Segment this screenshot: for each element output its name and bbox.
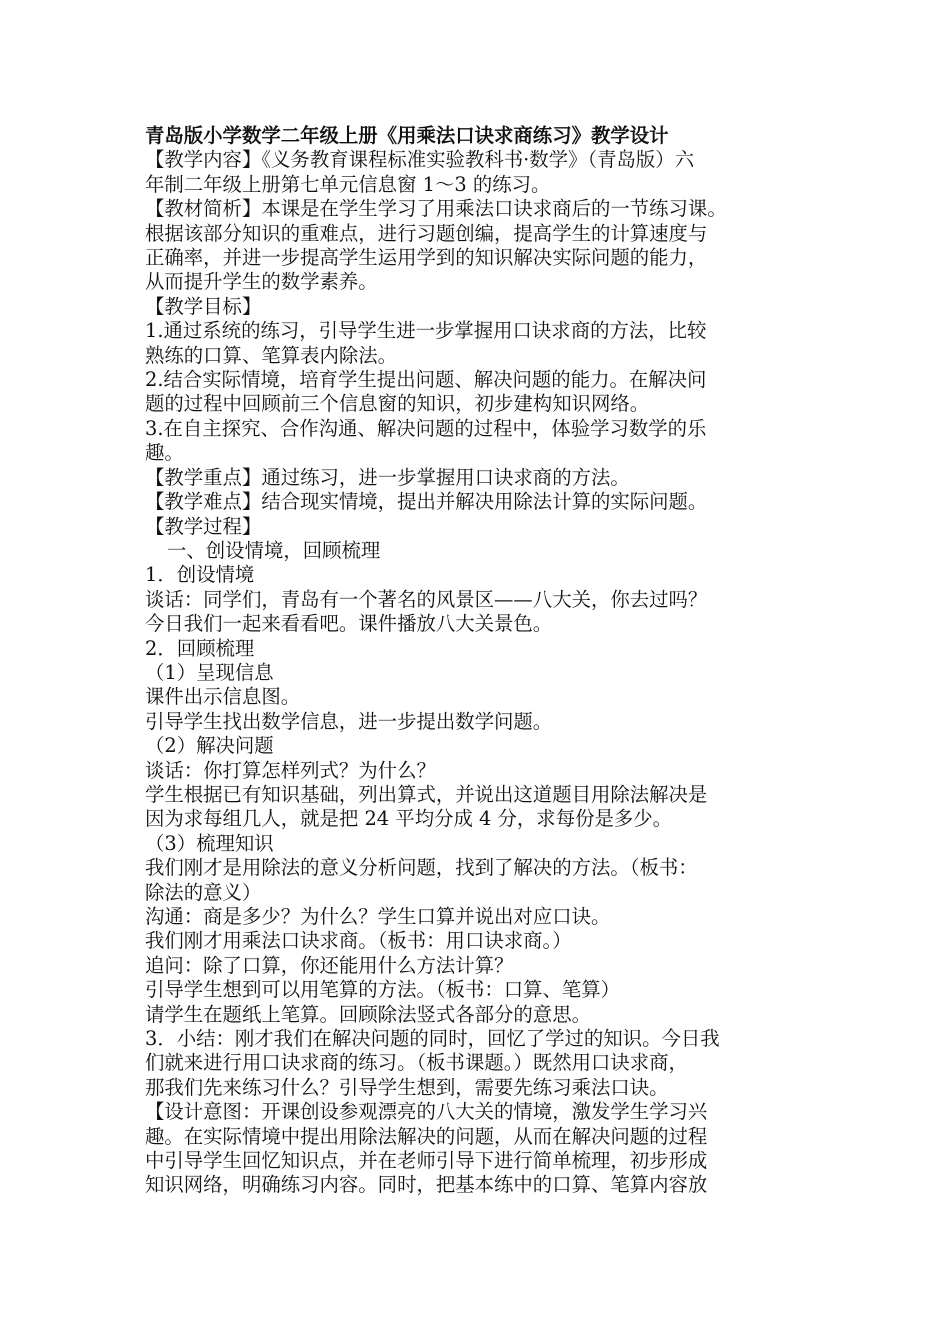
- text-line-key-point: 【教学重点】通过练习，进一步掌握用口诀求商的方法。: [145, 465, 630, 489]
- text-line-sub-2: （2）解决问题: [145, 734, 274, 758]
- text-line-summary-3: 那我们先来练习什么？引导学生想到，需要先练习乘法口诀。: [145, 1075, 669, 1099]
- text-line-analysis-4: 从而提升学生的数学素养。: [145, 270, 378, 294]
- text-line-body-2: 引导学生找出数学信息，进一步提出数学问题。: [145, 709, 553, 733]
- text-line-goal-3b: 趣。: [145, 441, 184, 465]
- text-line-body-4: 学生根据已有知识基础，列出算式，并说出这道题目用除法解决是: [145, 782, 708, 806]
- document-page: [145, 124, 825, 1198]
- text-line-step-2: 2．回顾梳理: [145, 636, 255, 660]
- text-line-body-3: 谈话：你打算怎样列式？为什么？: [145, 758, 436, 782]
- text-line-talk-1: 谈话：同学们，青岛有一个著名的风景区——八大关，你去过吗？: [145, 587, 708, 611]
- text-line-goal-3a: 3.在自主探究、合作沟通、解决问题的过程中，体验学习数学的乐: [145, 416, 707, 440]
- text-line-content-2: 年制二年级上册第七单元信息窗 1～3 的练习。: [145, 172, 551, 196]
- text-line-goal-1b: 熟练的口算、笔算表内除法。: [145, 343, 398, 367]
- document-title: 青岛版小学数学二年级上册《用乘法口诀求商练习》教学设计: [145, 124, 669, 147]
- text-line-body-5: 因为求每组几人，就是把 24 平均分成 4 分，求每份是多少。: [145, 807, 673, 831]
- text-line-body-7: 除法的意义）: [145, 880, 262, 904]
- text-line-intent-2: 趣。在实际情境中提出用除法解决的问题，从而在解决问题的过程: [145, 1124, 708, 1148]
- text-line-body-6: 我们刚才是用除法的意义分析问题，找到了解决的方法。（板书：: [145, 856, 698, 880]
- text-line-goal-2b: 题的过程中回顾前三个信息窗的知识，初步建构知识网络。: [145, 392, 650, 416]
- text-line-talk-2: 今日我们一起来看看吧。课件播放八大关景色。: [145, 612, 553, 636]
- subsection-heading-1: 一、创设情境，回顾梳理: [167, 538, 381, 562]
- text-line-summary-1: 3．小结：刚才我们在解决问题的同时，回忆了学过的知识。今日我: [145, 1027, 720, 1051]
- text-line-intent-4: 知识网络，明确练习内容。同时，把基本练中的口算、笔算内容放: [145, 1173, 708, 1197]
- text-line-body-9: 我们刚才用乘法口诀求商。（板书：用口诀求商。）: [145, 929, 572, 953]
- section-heading-goals: 【教学目标】: [145, 294, 262, 318]
- text-line-sub-1: （1）呈现信息: [145, 660, 274, 684]
- text-line-step-1: 1．创设情境: [145, 563, 255, 587]
- text-line-intent-3: 中引导学生回忆知识点，并在老师引导下进行简单梳理，初步形成: [145, 1149, 708, 1173]
- text-line-body-11: 引导学生想到可以用笔算的方法。（板书：口算、笔算）: [145, 978, 621, 1002]
- text-line-summary-2: 们就来进行用口诀求商的练习。（板书课题。）既然用口诀求商，: [145, 1051, 688, 1075]
- text-line-content-1: 【教学内容】《义务教育课程标准实验教科书·数学》（青岛版）六: [145, 148, 695, 172]
- text-line-goal-2a: 2.结合实际情境，培育学生提出问题、解决问题的能力。在解决问: [145, 368, 707, 392]
- text-line-difficulty: 【教学难点】结合现实情境，提出并解决用除法计算的实际问题。: [145, 490, 708, 514]
- text-line-body-10: 追问：除了口算，你还能用什么方法计算？: [145, 953, 514, 977]
- section-heading-process: 【教学过程】: [145, 514, 262, 538]
- text-line-analysis-1: 【教材简析】本课是在学生学习了用乘法口诀求商后的一节练习课。: [145, 197, 727, 221]
- text-line-analysis-2: 根据该部分知识的重难点，进行习题创编，提高学生的计算速度与: [145, 221, 708, 245]
- text-line-intent-1: 【设计意图：开课创设参观漂亮的八大关的情境，激发学生学习兴: [145, 1100, 708, 1124]
- text-line-body-8: 沟通：商是多少？为什么？学生口算并说出对应口诀。: [145, 905, 611, 928]
- text-line-sub-3: （3）梳理知识: [145, 831, 274, 855]
- text-line-body-1: 课件出示信息图。: [145, 685, 301, 709]
- text-line-body-12: 请学生在题纸上笔算。回顾除法竖式各部分的意思。: [145, 1002, 591, 1026]
- text-line-analysis-3: 正确率，并进一步提高学生运用学到的知识解决实际问题的能力，: [145, 246, 708, 270]
- text-line-goal-1a: 1.通过系统的练习，引导学生进一步掌握用口诀求商的方法，比较: [145, 319, 707, 343]
